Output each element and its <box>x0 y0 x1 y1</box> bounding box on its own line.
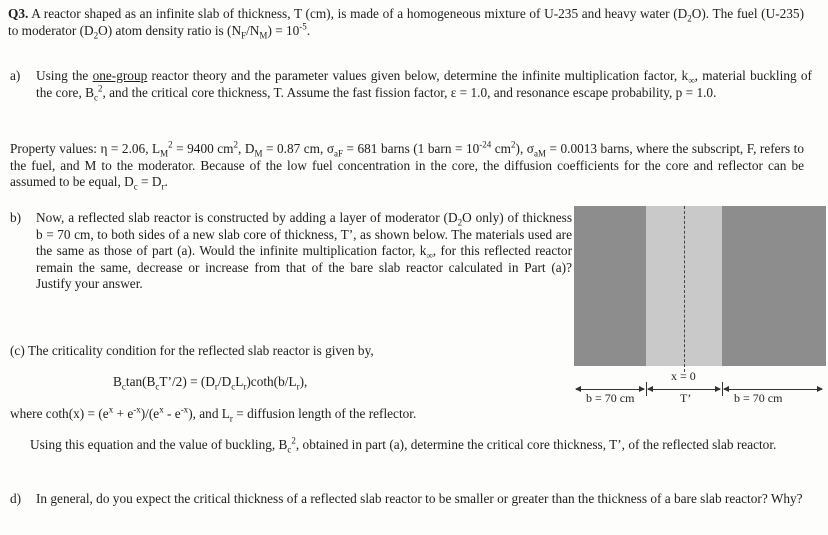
left-dimension-label: b = 70 cm <box>586 391 635 405</box>
left-reflector <box>574 206 646 366</box>
core-dimension-arrow <box>648 389 720 390</box>
coth-definition: where $\cot h(x) = (e^x + e^{-x})/(e^x - e^{-x})$, and $L_r$ = diffusion length of the reflector. <box>10 404 417 424</box>
property-values: Property values: η = 2.06, $L_M^2 = 9400$ $cm^2$, $D_M = 0.87$ cm, $\sigma_{aF} = 681$ barns (1 barn = $10^{-24}$ $cm^2$), $\sigma_{aM} = 0.0013$ barns, where the subscript, F, refers to the fuel, and M to the moderator. Because of the low fuel concentration in the core, the diffusion coefficients for the core and reflector can be assumed to be equal, $D_c = D_r$. <box>10 139 805 192</box>
part-d-label: d) <box>10 491 22 506</box>
x-zero-label: x = 0 <box>671 369 696 383</box>
part-c-label: (c) <box>10 343 25 358</box>
part-a-label: a) <box>10 68 21 83</box>
reflected-slab-figure <box>574 206 826 406</box>
question-number: Q3. <box>8 6 29 21</box>
right-dimension-arrow <box>724 389 822 390</box>
part-c-task: Using this equation and the value of buckling, $B_c^2$, obtained in part (a), determine the critical core thickness, T’, of the reflected slab reactor. <box>30 435 777 455</box>
core-dimension-label: T’ <box>680 391 692 405</box>
right-dimension-label: b = 70 cm <box>734 391 783 405</box>
part-a: a) Using the one-group reactor theory and the parameter values given below, determine the infinite multiplication factor, $k_\infty$, material buckling of the core, $B_c^2$, and the critical core thickness, T. Assume the fast fission factor, ε = 1.0, and resonance escape probability, p = 1.0. <box>10 68 812 103</box>
right-reflector <box>722 206 826 366</box>
left-dimension-arrow <box>576 389 644 390</box>
part-b: b) Now, a reflected slab reactor is constructed by adding a layer of moderator ($D_2O$ only) of thickness b = 70 cm, to both sides of a new slab core of thickness, T’, as shown below. The materials used are the same as those of part (a). Would the infinite multiplication factor, $k_\infty$, for this reflected reactor remain the same, decrease or increase from that of the bare slab reactor calculated in Part (a)? Justify your answer. <box>10 210 573 291</box>
question-intro: Q3. A reactor shaped as an infinite slab of thickness, T (cm), is made of a homogeneous mixture of U-235 and heavy water $(D_2O)$. The fuel (U-235) to moderator $(D_2O)$ atom density ratio is $(N_F/N_M) = 10^{-5}$. <box>8 6 805 41</box>
part-b-label: b) <box>10 210 22 225</box>
criticality-equation: $B_c\tan(B_cT’/2) = (D_r/D_cL_r)\cot h(b/L_r)$, <box>113 374 308 392</box>
center-line <box>684 206 685 372</box>
part-c-intro: (c) The criticality condition for the reflected slab reactor is given by, <box>10 343 374 358</box>
part-d: d) In general, do you expect the critical thickness of a reflected slab reactor to be smaller or greater than the thickness of a bare slab reactor? Why? <box>10 491 803 506</box>
